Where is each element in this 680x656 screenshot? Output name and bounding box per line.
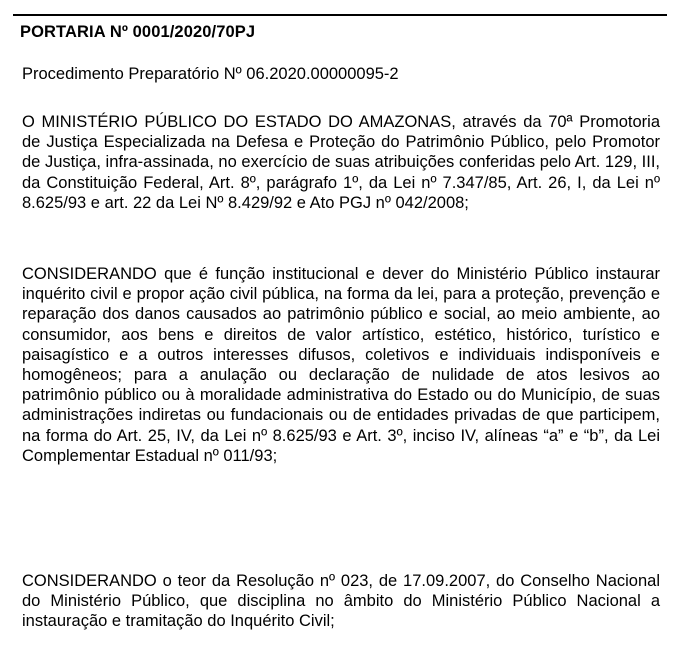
- document-title: PORTARIA Nº 0001/2020/70PJ: [20, 23, 256, 41]
- procedure-number: Procedimento Preparatório Nº 06.2020.00000095-2: [22, 65, 399, 83]
- top-divider: [13, 14, 667, 16]
- paragraph-preamble: O MINISTÉRIO PÚBLICO DO ESTADO DO AMAZONAS, através da 70ª Promotoria de Justiça Especializada na Defesa e Proteção do Patrimônio Público, pelo Promotor de Justiça, infra-assinada, no exercício de suas atribuições conferidas pelo Art. 129, III, da Constituição Federal, Art. 8º, parágrafo 1º, da Lei nº 7.347/85, Art. 26, I, da Lei nº 8.625/93 e art. 22 da Lei Nº 8.429/92 e Ato PGJ nº 042/2008;: [22, 113, 660, 212]
- paragraph-considerando-2: CONSIDERANDO o teor da Resolução nº 023, de 17.09.2007, do Conselho Nacional do Ministério Público, que disciplina no âmbito do Ministério Público Nacional a instauração e tramitação do Inquérito Civil;: [22, 572, 660, 631]
- paragraph-considerando-1: CONSIDERANDO que é função institucional e dever do Ministério Público instaurar inquérito civil e propor ação civil pública, na forma da lei, para a proteção, prevenção e reparação dos danos causados ao patrimônio público e social, ao meio ambiente, ao consumidor, aos bens e direitos de valor artístico, estético, histórico, turístico e paisagístico e a outros interesses difusos, coletivos e individuais indisponíveis e homogêneos; para a anulação ou declaração de nulidade de atos lesivos ao patrimônio público ou à moralidade administrativa do Estado ou do Município, de suas administrações indiretas ou fundacionais ou de entidades privadas de que participem, na forma do Art. 25, IV, da Lei nº 8.625/93 e Art. 3º, inciso IV, alíneas “a” e “b”, da Lei Complementar Estadual nº 011/93;: [22, 265, 660, 465]
